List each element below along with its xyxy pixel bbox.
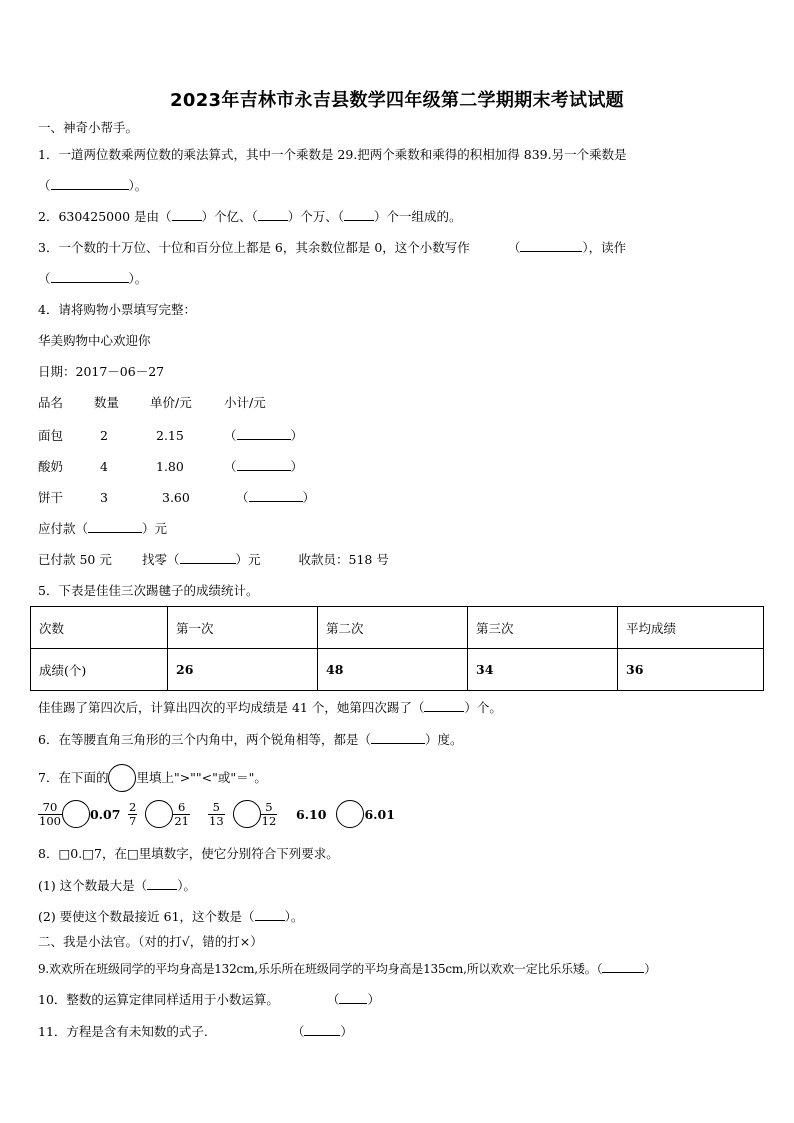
question-1-answer: （ ）。	[38, 178, 148, 193]
table-cell: 第二次	[318, 607, 468, 649]
table-cell: 次数	[31, 607, 168, 649]
section-1-heading: 一、神奇小帮手。	[38, 120, 139, 135]
table-row	[31, 649, 764, 691]
compare-item-3: $\frac{5}{13}$ $\frac{5}{12}$	[209, 799, 277, 828]
receipt-row-biscuit: 饼干 3 3.60 （ ）	[38, 490, 316, 505]
answer-blank[interactable]	[180, 550, 236, 564]
answer-blank[interactable]	[249, 488, 303, 502]
answer-blank[interactable]	[371, 730, 425, 744]
question-4-intro: 4．请将购物小票填写完整：	[38, 302, 196, 317]
answer-blank[interactable]	[602, 959, 644, 973]
receipt-header-row: 品名 数量 单价/元 小计/元	[38, 395, 266, 410]
question-8-intro: 8．□0.□7，在□里填数字，使它分别符合下列要求。	[38, 846, 339, 861]
answer-blank[interactable]	[172, 207, 202, 221]
compare-circle[interactable]	[62, 800, 90, 828]
score-table	[30, 606, 764, 691]
question-3-reading: （ ）。	[38, 271, 148, 286]
question-5-intro: 5．下表是佳佳三次踢毽子的成绩统计。	[38, 583, 259, 598]
answer-blank[interactable]	[88, 519, 142, 533]
compare-circle[interactable]	[145, 800, 173, 828]
table-cell: 36	[618, 649, 764, 691]
compare-item-4: 6.10 6.01	[296, 800, 395, 828]
compare-circle[interactable]	[233, 800, 261, 828]
question-10: 10．整数的运算定律同样适用于小数运算。 （ ）	[38, 992, 380, 1007]
compare-circle[interactable]	[336, 800, 364, 828]
table-cell: 第三次	[468, 607, 618, 649]
answer-blank[interactable]	[339, 990, 367, 1004]
answer-blank[interactable]	[520, 238, 582, 252]
answer-blank[interactable]	[344, 207, 374, 221]
question-11: 11．方程是含有未知数的式子. （ ）	[38, 1024, 353, 1039]
question-7-intro: 7．在下面的 里填上">""<"或"＝"。	[38, 764, 267, 792]
question-1-text: 1．一道两位数乘两位数的乘法算式，其中一个乘数是 29.把两个乘数和乘得的积相加得 839.另一个乘数是	[38, 147, 627, 162]
receipt-shop-name: 华美购物中心欢迎你	[38, 333, 151, 348]
question-8-part-1: (1) 这个数最大是（ ）。	[38, 878, 196, 893]
answer-blank[interactable]	[255, 907, 285, 921]
receipt-row-bread: 面包 2 2.15 （ ）	[38, 428, 304, 443]
receipt-paid-row: 已付款 50 元 找零（ ）元 收款员：518 号	[38, 552, 389, 567]
section-2-heading: 二、我是小法官。（对的打√，错的打×）	[38, 934, 263, 949]
receipt-payable: 应付款（ ）元	[38, 521, 168, 536]
answer-blank[interactable]	[237, 457, 291, 471]
table-cell: 34	[468, 649, 618, 691]
answer-blank[interactable]	[51, 176, 129, 190]
compare-item-2: $\frac{2}{7}$ $\frac{6}{21}$	[129, 799, 189, 828]
question-2: 2．630425000 是由（ ）个亿、（ ）个万、（ ）个一组成的。	[38, 209, 462, 224]
answer-blank[interactable]	[237, 426, 291, 440]
circle-icon	[108, 764, 136, 792]
question-6: 6．在等腰直角三角形的三个内角中，两个锐角相等，都是（ ）度。	[38, 732, 463, 747]
table-cell: 成绩(个)	[31, 649, 168, 691]
question-3: 3．一个数的十万位、十位和百分位上都是 6，其余数位都是 0，这个小数写作 （ ），读作	[38, 240, 627, 255]
compare-item-1: $\frac{70}{100}$ 0.07	[39, 799, 121, 828]
answer-blank[interactable]	[258, 207, 288, 221]
table-row	[31, 607, 764, 649]
receipt-date: 日期：2017－06－27	[38, 364, 165, 379]
answer-blank[interactable]	[304, 1022, 340, 1036]
page-title: 2023年吉林市永吉县数学四年级第二学期期末考试试题	[170, 90, 624, 111]
question-8-part-2: (2) 要使这个数最接近 61，这个数是（ ）。	[38, 909, 304, 924]
table-cell: 48	[318, 649, 468, 691]
table-cell: 平均成绩	[618, 607, 764, 649]
answer-blank[interactable]	[147, 876, 177, 890]
question-5-follow: 佳佳踢了第四次后，计算出四次的平均成绩是 41 个，她第四次踢了（ ）个。	[38, 700, 502, 715]
answer-blank[interactable]	[51, 269, 129, 283]
table-cell: 第一次	[168, 607, 318, 649]
answer-blank[interactable]	[424, 698, 464, 712]
table-cell: 26	[168, 649, 318, 691]
receipt-row-yogurt: 酸奶 4 1.80 （ ）	[38, 459, 304, 474]
question-9: 9.欢欢所在班级同学的平均身高是132cm,乐乐所在班级同学的平均身高是135cm,所以欢欢一定比乐乐矮。（ ）	[38, 959, 656, 978]
